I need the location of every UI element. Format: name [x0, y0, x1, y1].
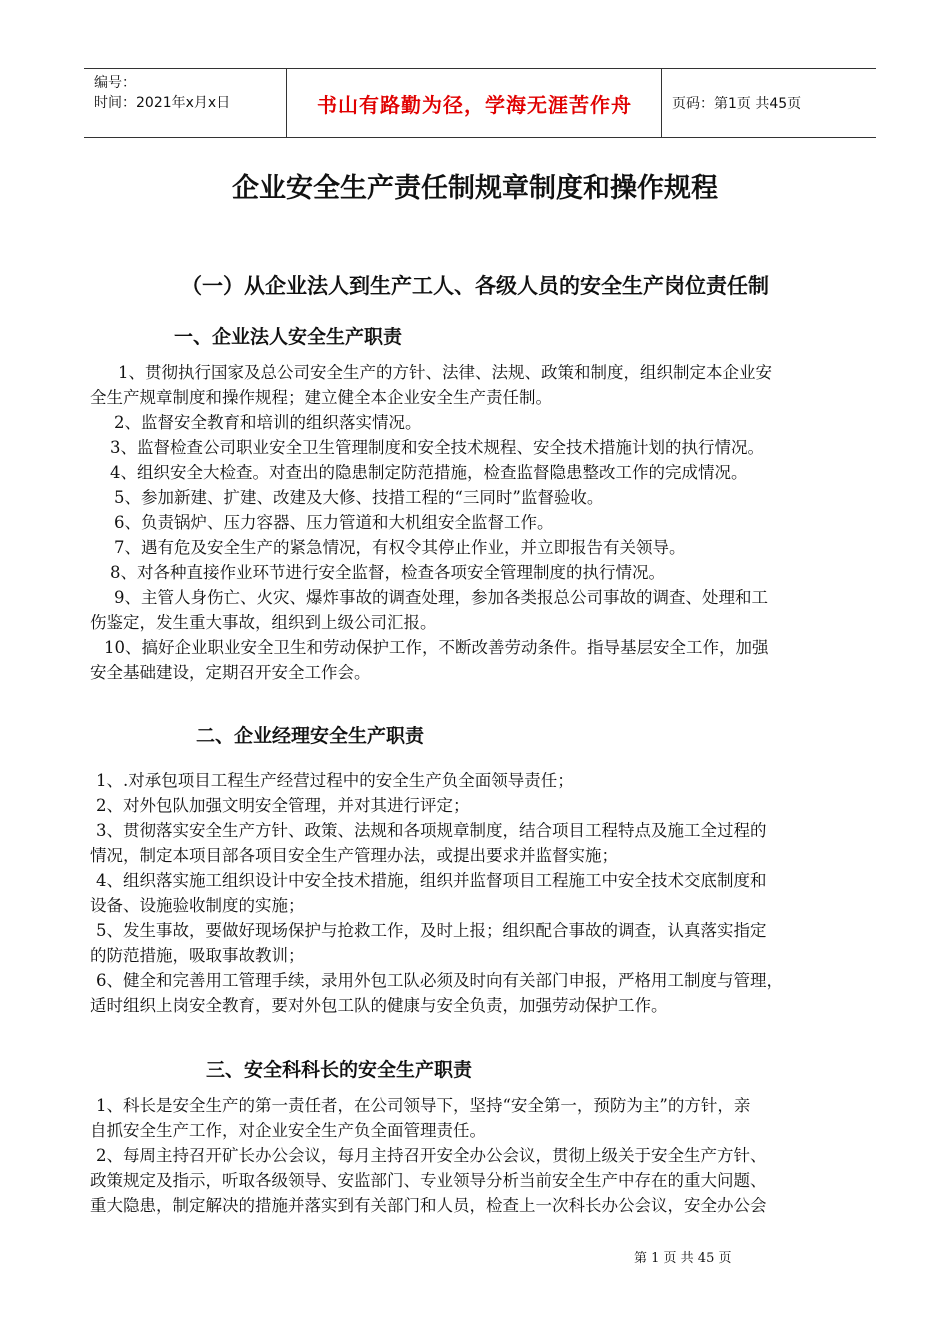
paragraph-line: 伤鉴定，发生重大事故，组织到上级公司汇报。: [90, 613, 437, 632]
header-motto-cell: [288, 69, 662, 137]
page-footer: 第 1 页 共 45 页: [634, 1251, 732, 1266]
paragraph-line: 1、.对承包项目工程生产经营过程中的安全生产负全面领导责任；: [96, 771, 574, 790]
paragraph-line: 10、搞好企业职业安全卫生和劳动保护工作，不断改善劳动条件。指导基层安全工作，加强: [104, 638, 769, 657]
paragraph-line: 5、参加新建、扩建、改建及大修、技措工程的“三同时”监督验收。: [114, 488, 604, 507]
section-body-1: [90, 360, 772, 685]
motto-text: 书山有路勤为径，学海无涯苦作舟: [317, 92, 632, 117]
paragraph-line: 4、组织安全大检查。对查出的隐患制定防范措施，检查监督隐患整改工作的完成情况。: [110, 463, 748, 482]
header-table: [84, 68, 876, 138]
paragraph-line: 适时组织上岗安全教育，要对外包工队的健康与安全负责，加强劳动保护工作。: [90, 996, 668, 1015]
section-heading-3: 三、安全科科长的安全生产职责: [206, 1059, 473, 1081]
paragraph-line: 5、发生事故，要做好现场保护与抢救工作，及时上报；组织配合事故的调查，认真落实指定: [96, 921, 767, 940]
paragraph-line: 设备、设施验收制度的实施；: [90, 896, 305, 915]
paragraph-line: 安全基础建设，定期召开安全工作会。: [90, 663, 371, 682]
paragraph-line: 2、每周主持召开矿长办公会议，每月主持召开安全办公会议，贯彻上级关于安全生产方针、: [96, 1146, 767, 1165]
paragraph-line: 重大隐患，制定解决的措施并落实到有关部门和人员，检查上一次科长办公会议，安全办公会: [90, 1196, 767, 1215]
number-label: 编号：: [94, 75, 136, 91]
paragraph-line: 自抓安全生产工作，对企业安全生产负全面管理责任。: [90, 1121, 486, 1140]
paragraph-line: 6、健全和完善用工管理手续，录用外包工队必须及时向有关部门申报，严格用工制度与管理，: [96, 971, 783, 990]
header-meta-cell: [84, 69, 287, 137]
header-page-cell: [662, 69, 876, 137]
paragraph-line: 2、监督安全教育和培训的组织落实情况。: [114, 413, 422, 432]
paragraph-line: 6、负责锅炉、压力容器、压力管道和大机组安全监督工作。: [114, 513, 554, 532]
time-label: 时间：2021年x月x日: [94, 95, 231, 111]
paragraph-line: 9、主管人身伤亡、火灾、爆炸事故的调查处理，参加各类报总公司事故的调查、处理和工: [114, 588, 768, 607]
document-title: 企业安全生产责任制规章制度和操作规程: [232, 173, 718, 204]
paragraph-line: 7、遇有危及安全生产的紧急情况，有权令其停止作业，并立即报告有关领导。: [114, 538, 686, 557]
paragraph-line: 全生产规章制度和操作规程；建立健全本企业安全生产责任制。: [90, 388, 552, 407]
section-heading-2: 二、企业经理安全生产职责: [196, 725, 425, 747]
section-heading-1: 一、企业法人安全生产职责: [174, 326, 403, 348]
paragraph-line: 政策规定及指示，听取各级领导、安监部门、专业领导分析当前安全生产中存在的重大问题、: [90, 1171, 767, 1190]
page-info: 页码：第1页 共45页: [672, 96, 802, 112]
section-body-3: [90, 1093, 767, 1218]
paragraph-line: 1、贯彻执行国家及总公司安全生产的方针、法律、法规、政策和制度，组织制定本企业安: [118, 363, 772, 382]
paragraph-line: 2、对外包队加强文明安全管理，并对其进行评定；: [96, 796, 470, 815]
part-title: （一）从企业法人到生产工人、各级人员的安全生产岗位责任制: [181, 274, 769, 298]
paragraph-line: 3、贯彻落实安全生产方针、政策、法规和各项规章制度，结合项目工程特点及施工全过程的: [96, 821, 767, 840]
paragraph-line: 3、监督检查公司职业安全卫生管理制度和安全技术规程、安全技术措施计划的执行情况。: [110, 438, 764, 457]
paragraph-line: 情况，制定本项目部各项目安全生产管理办法，或提出要求并监督实施；: [90, 846, 618, 865]
paragraph-line: 8、对各种直接作业环节进行安全监督，检查各项安全管理制度的执行情况。: [110, 563, 665, 582]
paragraph-line: 1、科长是安全生产的第一责任者，在公司领导下，坚持“安全第一，预防为主”的方针，亲: [96, 1096, 751, 1115]
paragraph-line: 4、组织落实施工组织设计中安全技术措施，组织并监督项目工程施工中安全技术交底制度和: [96, 871, 767, 890]
paragraph-line: 的防范措施，吸取事故教训；: [90, 946, 305, 965]
section-body-2: [90, 768, 783, 1018]
